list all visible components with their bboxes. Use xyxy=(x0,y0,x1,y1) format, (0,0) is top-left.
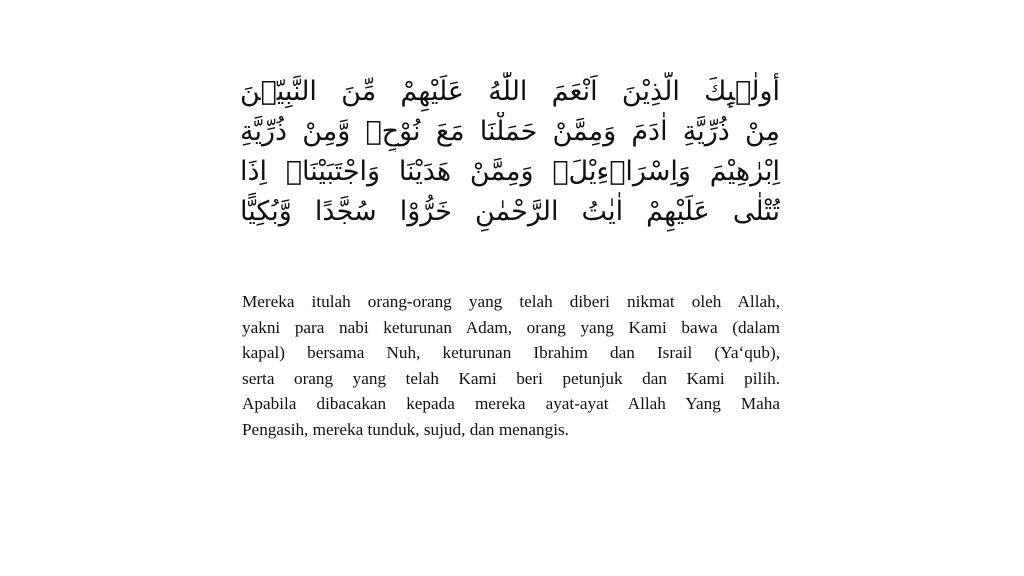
translation-line: Mereka itulah orang-orang yang telah diberi nikmat oleh Allah, xyxy=(242,292,780,311)
translation-line: kapal) bersama Nuh, keturunan Ibrahim dan Israil (Ya‘qub), xyxy=(242,343,780,362)
arabic-verse-line: أُولٰۤىِٕكَ الَّذِيْنَ اَنْعَمَ اللّٰهُ عَلَيْهِمْ مِّنَ النَّبِيّٖنَ xyxy=(240,76,780,107)
arabic-verse xyxy=(240,72,780,232)
translation-line: Pengasih, mereka tunduk, sujud, dan menangis. xyxy=(242,419,569,439)
arabic-verse-line: اِبْرٰهِيْمَ وَاِسْرَاۤءِيْلَۖ وَمِمَّنْ هَدَيْنَا وَاجْتَبَيْنَاۗ اِذَا xyxy=(240,156,780,187)
translation-line: serta orang yang telah Kami beri petunjuk dan Kami pilih. xyxy=(242,368,780,388)
arabic-verse-line: تُتْلٰى عَلَيْهِمْ اٰيٰتُ الرَّحْمٰنِ خَرُّوْا سُجَّدًا وَّبُكِيًّا xyxy=(240,196,780,227)
translation-line: Apabila dibacakan kepada mereka ayat-ayat Allah Yang Maha xyxy=(242,394,780,413)
translation-line: yakni para nabi keturunan Adam, orang yang Kami bawa (dalam xyxy=(242,317,780,337)
translation-paragraph xyxy=(242,289,780,442)
arabic-verse-line: مِنْ ذُرِّيَّةِ اٰدَمَ وَمِمَّنْ حَمَلْنَا مَعَ نُوْحٍۖ وَّمِنْ ذُرِّيَّةِ xyxy=(240,116,780,147)
